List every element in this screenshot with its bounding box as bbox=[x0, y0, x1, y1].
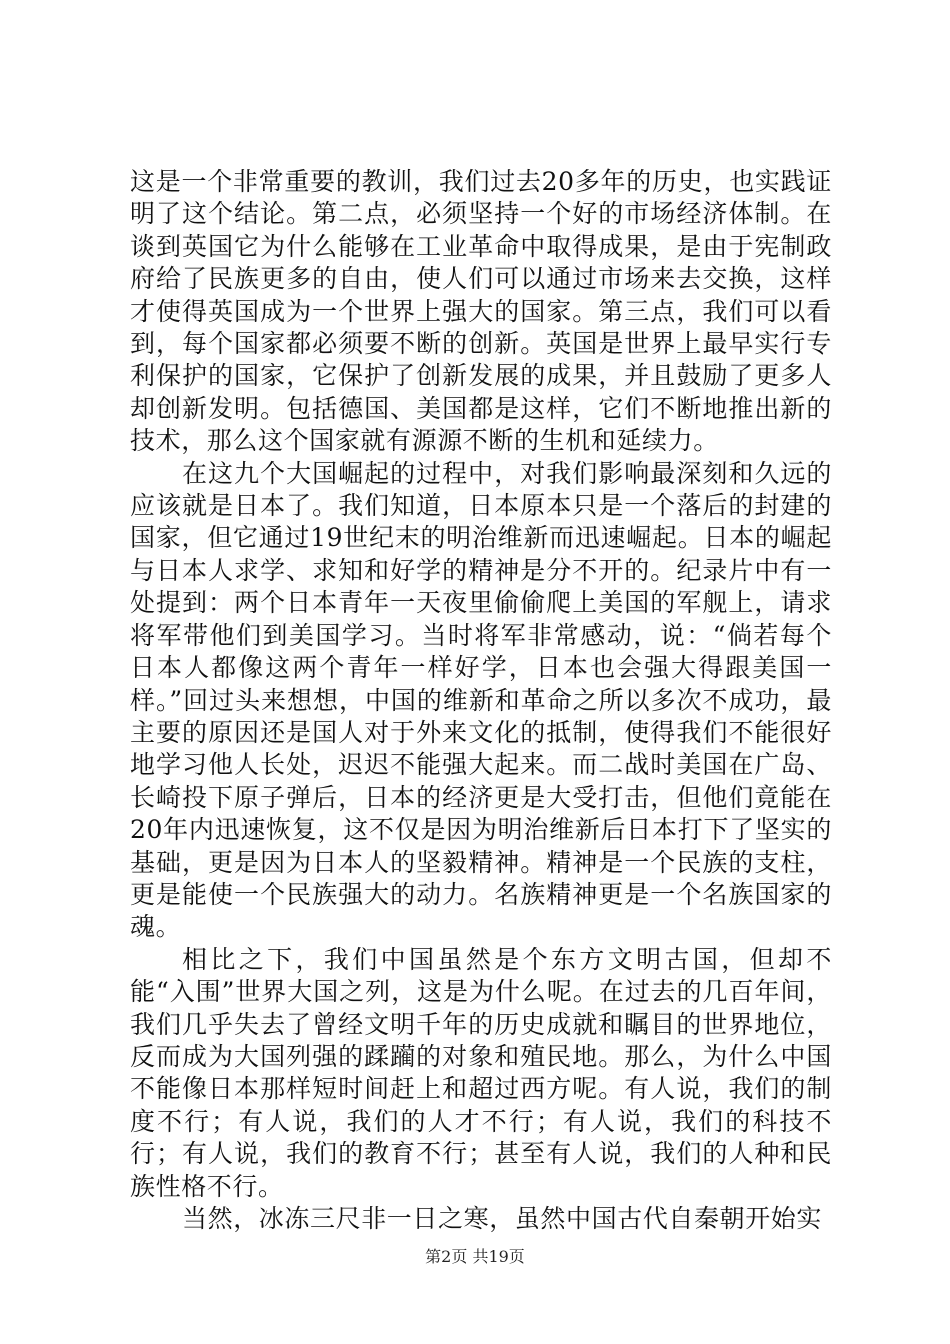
document-body bbox=[130, 166, 832, 1235]
page-number-footer: 第2页 共19页 bbox=[425, 1247, 525, 1266]
paragraph-china: 相比之下，我们中国虽然是个东方文明古国，但却不能“入围”世界大国之列，这是为什么呢。在过去的几百年间，我们几乎失去了曾经文明千年的历史成就和瞩目的世界地位，反而成为大国列强的蹂躏的对象和殖民地。那么，为什么中国不能像日本那样短时间赶上和超过西方呢。有人说，我们的制度不行；有人说，我们的人才不行；有人说，我们的科技不行；有人说，我们的教育不行；甚至有人说，我们的人种和民族性格不行。 bbox=[130, 944, 832, 1201]
paragraph-conclusion-start: 当然，冰冻三尺非一日之寒，虽然中国古代自秦朝开始实 bbox=[182, 1204, 823, 1233]
paragraph-japan: 在这九个大国崛起的过程中，对我们影响最深刻和久远的应该就是日本了。我们知道，日本原本只是一个落后的封建的国家，但它通过19世纪末的明治维新而迅速崛起。日本的崛起与日本人求学、求知和好学的精神是分不开的。纪录片中有一处提到：两个日本青年一天夜里偷偷爬上美国的军舰上，请求将军带他们到美国学习。当时将军非常感动，说：“倘若每个日本人都像这两个青年一样好学，日本也会强大得跟美国一样。”回过头来想想，中国的维新和革命之所以多次不成功，最主要的原因还是国人对于外来文化的抵制，使得我们不能很好地学习他人长处，迟迟不能强大起来。而二战时美国在广岛、长崎投下原子弹后，日本的经济更是大受打击，但他们竟能在20年内迅速恢复，这不仅是因为明治维新后日本打下了坚实的基础，更是因为日本人的坚毅精神。精神是一个民族的支柱，更是能使一个民族强大的动力。名族精神更是一个名族国家的魂。 bbox=[130, 458, 832, 942]
paragraph-continued: 这是一个非常重要的教训，我们过去20多年的历史，也实践证明了这个结论。第二点，必须坚持一个好的市场经济体制。在谈到英国它为什么能够在工业革命中取得成果，是由于宪制政府给了民族更多的自由，使人们可以通过市场来去交换，这样才使得英国成为一个世界上强大的国家。第三点，我们可以看到，每个国家都必须要不断的创新。英国是世界上最早实行专利保护的国家，它保护了创新发展的成果，并且鼓励了更多人却创新发明。包括德国、美国都是这样，它们不断地推出新的技术，那么这个国家就有源源不断的生机和延续力。 bbox=[130, 167, 832, 456]
